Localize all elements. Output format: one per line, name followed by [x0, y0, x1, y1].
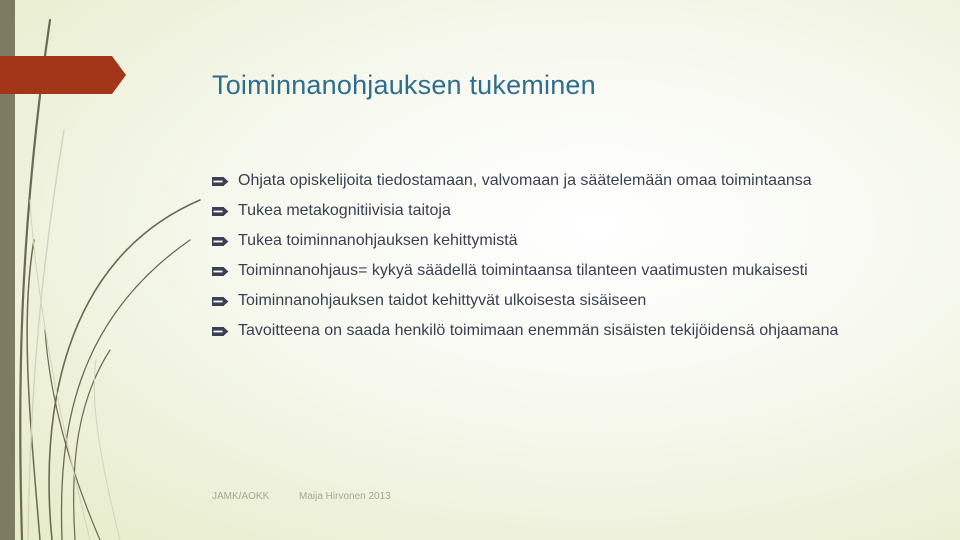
bullet-text: Tukea toiminnanohjauksen kehittymistä [238, 232, 518, 249]
pencil-icon [212, 266, 230, 277]
bullet-list [212, 172, 912, 352]
pencil-icon [212, 176, 230, 187]
list-item [212, 172, 912, 191]
bullet-text: Tavoitteena on saada henkilö toimimaan enemmän sisäisten tekijöidensä ohjaamana [238, 322, 839, 339]
bullet-text: Toiminnanohjauksen taidot kehittyvät ulkoisesta sisäiseen [238, 292, 647, 309]
pencil-icon [212, 296, 230, 307]
list-item [212, 232, 912, 251]
pencil-icon [212, 326, 230, 337]
bullet-text: Ohjata opiskelijoita tiedostamaan, valvomaan ja säätelemään omaa toimintaansa [238, 172, 812, 189]
footer-author: Maija Hirvonen 2013 [299, 491, 391, 502]
pencil-icon [212, 236, 230, 247]
bullet-text: Tukea metakognitiivisia taitoja [238, 202, 451, 219]
pencil-icon [212, 206, 230, 217]
list-item [212, 262, 912, 281]
slide-title: Toiminnanohjauksen tukeminen [212, 70, 596, 101]
list-item [212, 322, 912, 341]
list-item [212, 202, 912, 221]
title-accent-tab [0, 56, 126, 94]
list-item [212, 292, 912, 311]
bullet-text: Toiminnanohjaus= kykyä säädellä toimintaansa tilanteen vaatimusten mukaisesti [238, 262, 808, 279]
footer-organization: JAMK/AOKK [212, 491, 270, 502]
